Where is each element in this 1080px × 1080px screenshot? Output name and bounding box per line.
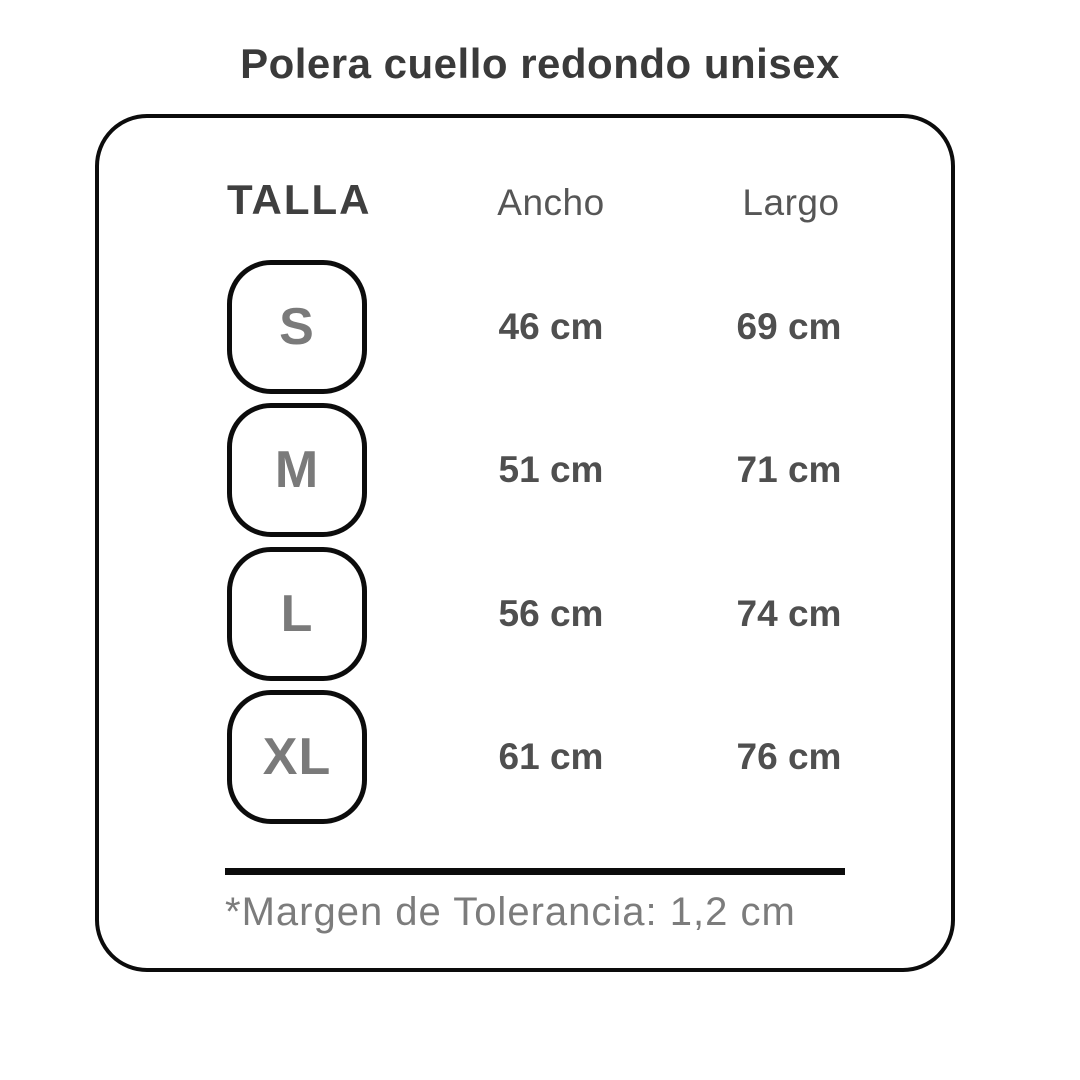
value-largo-s: 69 cm <box>736 306 842 347</box>
size-label-s: S <box>279 298 315 356</box>
size-label-l: L <box>280 585 314 643</box>
size-badge-l <box>227 547 367 681</box>
page-title: Polera cuello redondo unisex <box>240 40 840 87</box>
value-largo-m: 71 cm <box>736 449 842 490</box>
size-badge-s <box>227 260 367 394</box>
size-chart-frame <box>95 114 955 972</box>
value-ancho-s: 46 cm <box>498 306 604 347</box>
tolerance-note: *Margen de Tolerancia: 1,2 cm <box>225 890 796 934</box>
size-label-m: M <box>274 441 320 499</box>
value-largo-xl: 76 cm <box>736 736 842 777</box>
size-label-xl: XL <box>262 728 332 786</box>
column-header-ancho: Ancho <box>497 182 605 223</box>
column-header-largo: Largo <box>742 182 840 223</box>
value-ancho-m: 51 cm <box>498 449 604 490</box>
value-largo-l: 74 cm <box>736 593 842 634</box>
divider-line <box>225 868 845 875</box>
value-ancho-xl: 61 cm <box>498 736 604 777</box>
value-ancho-l: 56 cm <box>498 593 604 634</box>
column-header-talla: TALLA <box>227 176 372 223</box>
size-badge-xl <box>227 690 367 824</box>
size-badge-m <box>227 403 367 537</box>
